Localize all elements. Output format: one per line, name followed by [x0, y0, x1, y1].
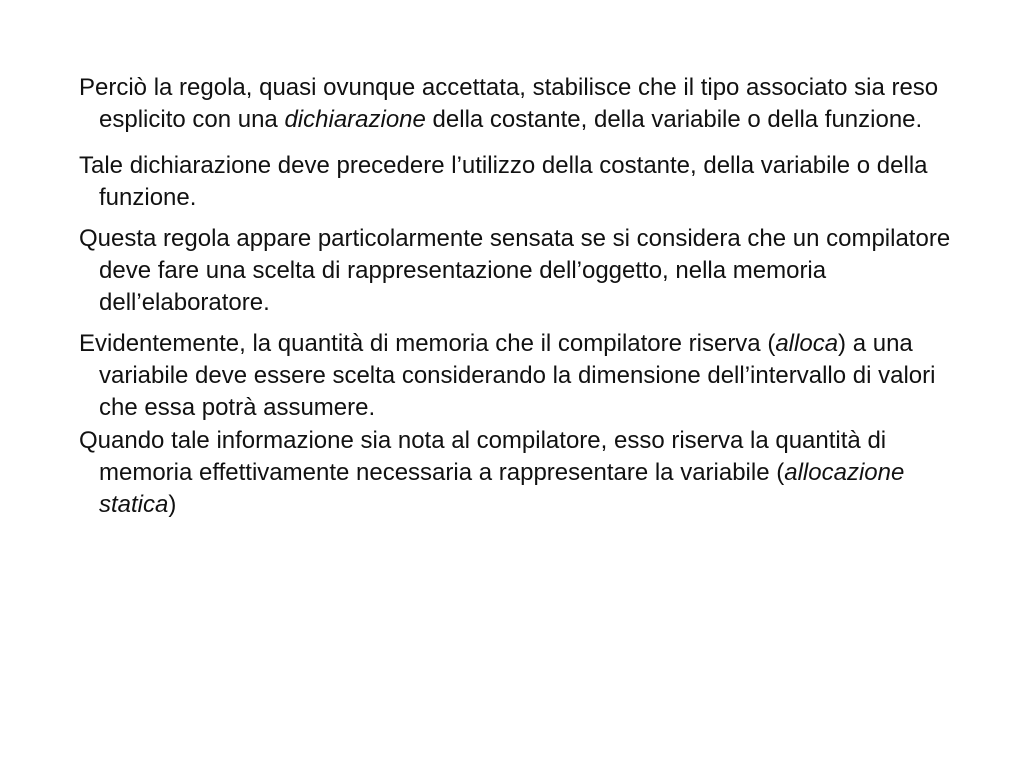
paragraph-4-text-b: ) a una variabile deve essere scelta considerando la dimensione dell’intervallo di valori che essa potrà assumere. [99, 330, 936, 421]
paragraph-1-text-b: della costante, della variabile o della funzione. [425, 106, 923, 133]
term-allocazione-statica: allocazione statica [99, 459, 905, 518]
paragraph-2-text: Tale dichiarazione deve precedere l’utilizzo della costante, della variabile o della funzione. [79, 152, 928, 211]
term-dichiarazione: dichiarazione [284, 106, 426, 133]
paragraph-4 [79, 328, 959, 424]
term-alloca: alloca [775, 330, 839, 357]
paragraph-3-text: Questa regola appare particolarmente sensata se si considera che un compilatore deve fare una scelta di rappresentazione dell’oggetto, nella memoria dell’elaboratore. [79, 225, 951, 316]
paragraph-2 [79, 150, 959, 214]
paragraph-1 [79, 72, 959, 136]
paragraph-1-text-a: Perciò la regola, quasi ovunque accettata, stabilisce che il tipo associato sia reso esplicito con una [79, 74, 939, 133]
slide-body [79, 72, 959, 521]
paragraph-5 [79, 425, 959, 521]
paragraph-4-text-a: Evidentemente, la quantità di memoria che il compilatore riserva ( [79, 330, 776, 357]
paragraph-5-text-b: ) [168, 491, 177, 518]
paragraph-3 [79, 223, 959, 319]
paragraph-5-text-a: Quando tale informazione sia nota al compilatore, esso riserva la quantità di memoria effettivamente necessaria a rappresentare la variabile ( [79, 427, 887, 486]
